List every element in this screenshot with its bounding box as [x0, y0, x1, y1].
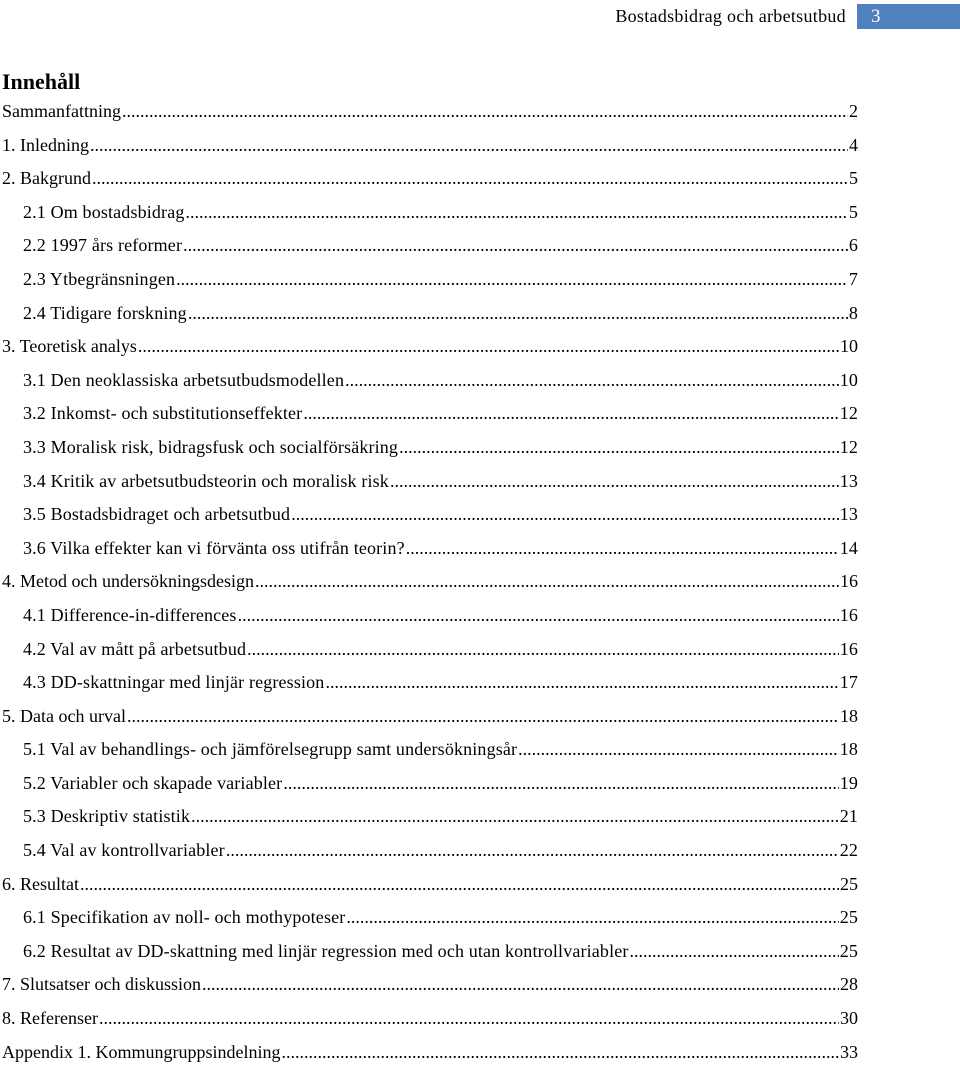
toc-entry-label: 6.1 Specifikation av noll- och mothypoteser [23, 907, 346, 928]
toc-entry-page: 2 [849, 101, 858, 121]
toc-dot-leader [127, 700, 839, 734]
toc-entry-label: 3. Teoretisk analys [2, 336, 137, 357]
toc-dot-leader [406, 532, 839, 566]
toc-entry-label: 3.4 Kritik av arbetsutbudsteorin och moralisk risk [23, 470, 389, 491]
toc-entry[interactable] [2, 1036, 858, 1069]
toc-entry-label: Sammanfattning [2, 101, 121, 121]
toc-entry-page: 13 [839, 504, 858, 525]
toc-entry-page: 5 [848, 201, 858, 222]
toc-entry-page: 17 [839, 672, 858, 693]
toc-dot-leader [281, 1036, 839, 1069]
toc-entry-label: 5.3 Deskriptiv statistik [23, 806, 191, 827]
toc-dot-leader [390, 465, 839, 499]
toc-dot-leader [255, 565, 839, 599]
toc-dot-leader [138, 330, 839, 364]
toc-entry-label: 3.3 Moralisk risk, bidragsfusk och socialförsäkring [23, 436, 399, 457]
toc-dot-leader [202, 968, 839, 1002]
toc-entry-page: 30 [840, 1008, 858, 1029]
toc-dot-leader [346, 901, 838, 935]
toc-entry-page: 8 [848, 302, 858, 323]
toc-entry[interactable] [2, 129, 858, 163]
toc-entry[interactable] [2, 229, 858, 263]
toc-entry-page: 22 [839, 840, 858, 861]
toc-entry-label: 5. Data och urval [2, 705, 126, 726]
toc-entry-label: 3.5 Bostadsbidraget och arbetsutbud [23, 504, 291, 525]
toc-entry[interactable] [2, 263, 858, 297]
toc-entry-page: 16 [840, 571, 858, 592]
table-of-contents [2, 95, 858, 1069]
toc-entry-page: 33 [840, 1041, 858, 1062]
toc-entry-label: 6.2 Resultat av DD-skattning med linjär regression med och utan kontrollvariabler [23, 940, 629, 961]
toc-entry[interactable] [2, 364, 858, 398]
toc-entry[interactable] [2, 330, 858, 364]
toc-entry-page: 13 [839, 470, 858, 491]
toc-dot-leader [325, 666, 838, 700]
toc-entry-page: 28 [840, 974, 858, 995]
toc-entry-page: 14 [839, 537, 858, 558]
toc-dot-leader [122, 95, 848, 129]
toc-entry-page: 16 [839, 638, 858, 659]
toc-dot-leader [80, 868, 839, 902]
toc-heading: Innehåll [2, 69, 81, 94]
toc-entry-page: 12 [839, 403, 858, 424]
toc-entry[interactable] [2, 431, 858, 465]
toc-entry-label: 8. Referenser [2, 1008, 98, 1029]
toc-entry[interactable] [2, 397, 858, 431]
toc-dot-leader [518, 733, 839, 767]
toc-dot-leader [238, 599, 839, 633]
toc-entry[interactable] [2, 297, 858, 331]
toc-dot-leader [303, 397, 838, 431]
toc-entry-page: 25 [839, 940, 858, 961]
toc-dot-leader [399, 431, 839, 465]
toc-dot-leader [291, 498, 838, 532]
toc-entry[interactable] [2, 1002, 858, 1036]
toc-entry[interactable] [2, 196, 858, 230]
toc-entry[interactable] [2, 935, 858, 969]
toc-entry[interactable] [2, 465, 858, 499]
toc-entry-label: 4.1 Difference-in-differences [23, 604, 237, 625]
toc-entry-page: 21 [839, 806, 858, 827]
toc-entry-page: 18 [839, 739, 858, 760]
toc-entry[interactable] [2, 800, 858, 834]
toc-entry-label: 4.3 DD-skattningar med linjär regression [23, 672, 325, 693]
toc-dot-leader [176, 263, 848, 297]
toc-entry-label: 5.1 Val av behandlings- och jämförelsegrupp samt undersökningsår [23, 739, 518, 760]
running-header-title: Bostadsbidrag och arbetsutbud [615, 6, 846, 26]
toc-entry-page: 10 [839, 369, 858, 390]
toc-entry[interactable] [2, 498, 858, 532]
toc-entry[interactable] [2, 700, 858, 734]
toc-entry[interactable] [2, 868, 858, 902]
toc-entry-page: 25 [840, 873, 858, 894]
toc-dot-leader [630, 935, 839, 969]
toc-entry-label: 3.2 Inkomst- och substitutionseffekter [23, 403, 303, 424]
page-number-badge [857, 4, 960, 29]
toc-entry[interactable] [2, 901, 858, 935]
toc-dot-leader [283, 767, 838, 801]
toc-entry-label: 2.2 1997 års reformer [23, 235, 183, 256]
toc-entry-label: 7. Slutsatser och diskussion [2, 974, 202, 995]
toc-dot-leader [90, 129, 848, 163]
toc-entry[interactable] [2, 532, 858, 566]
toc-dot-leader [247, 633, 839, 667]
toc-entry-label: 2. Bakgrund [2, 168, 91, 189]
toc-entry[interactable] [2, 666, 858, 700]
toc-entry-page: 4 [849, 134, 858, 155]
toc-entry-label: 2.3 Ytbegränsningen [23, 268, 176, 289]
toc-entry-label: 1. Inledning [2, 134, 89, 155]
toc-dot-leader [226, 834, 839, 868]
toc-entry-label: Appendix 1. Kommungruppsindelning [2, 1041, 281, 1062]
toc-dot-leader [92, 162, 848, 196]
toc-entry-page: 7 [848, 268, 858, 289]
toc-entry-label: 6. Resultat [2, 873, 79, 894]
toc-entry[interactable] [2, 565, 858, 599]
toc-entry[interactable] [2, 834, 858, 868]
toc-dot-leader [185, 196, 847, 230]
toc-entry-page: 10 [840, 336, 858, 357]
toc-entry-page: 18 [840, 705, 858, 726]
toc-entry-label: 5.2 Variabler och skapade variabler [23, 772, 283, 793]
toc-entry[interactable] [2, 633, 858, 667]
toc-dot-leader [191, 800, 839, 834]
toc-dot-leader [183, 229, 848, 263]
toc-entry-page: 5 [849, 168, 858, 189]
toc-entry-label: 4. Metod och undersökningsdesign [2, 571, 254, 592]
toc-dot-leader [345, 364, 839, 398]
toc-entry-label: 3.1 Den neoklassiska arbetsutbudsmodellen [23, 369, 345, 390]
toc-entry-page: 25 [839, 907, 858, 928]
toc-entry-page: 6 [848, 235, 858, 256]
toc-entry-label: 5.4 Val av kontrollvariabler [23, 840, 225, 861]
toc-entry-label: 2.4 Tidigare forskning [23, 302, 187, 323]
toc-entry-label: 4.2 Val av mått på arbetsutbud [23, 638, 247, 659]
toc-entry[interactable] [2, 968, 858, 1002]
toc-entry[interactable] [2, 733, 858, 767]
toc-dot-leader [99, 1002, 839, 1036]
toc-dot-leader [188, 297, 848, 331]
toc-entry-page: 12 [839, 436, 858, 457]
page-number: 3 [871, 6, 881, 27]
toc-entry[interactable] [2, 162, 858, 196]
toc-entry-label: 2.1 Om bostadsbidrag [23, 201, 185, 222]
toc-entry[interactable] [2, 767, 858, 801]
toc-entry[interactable] [2, 599, 858, 633]
toc-entry-label: 3.6 Vilka effekter kan vi förvänta oss utifrån teorin? [23, 537, 405, 558]
toc-entry-page: 19 [839, 772, 858, 793]
toc-entry[interactable] [2, 95, 858, 129]
toc-entry-page: 16 [839, 604, 858, 625]
